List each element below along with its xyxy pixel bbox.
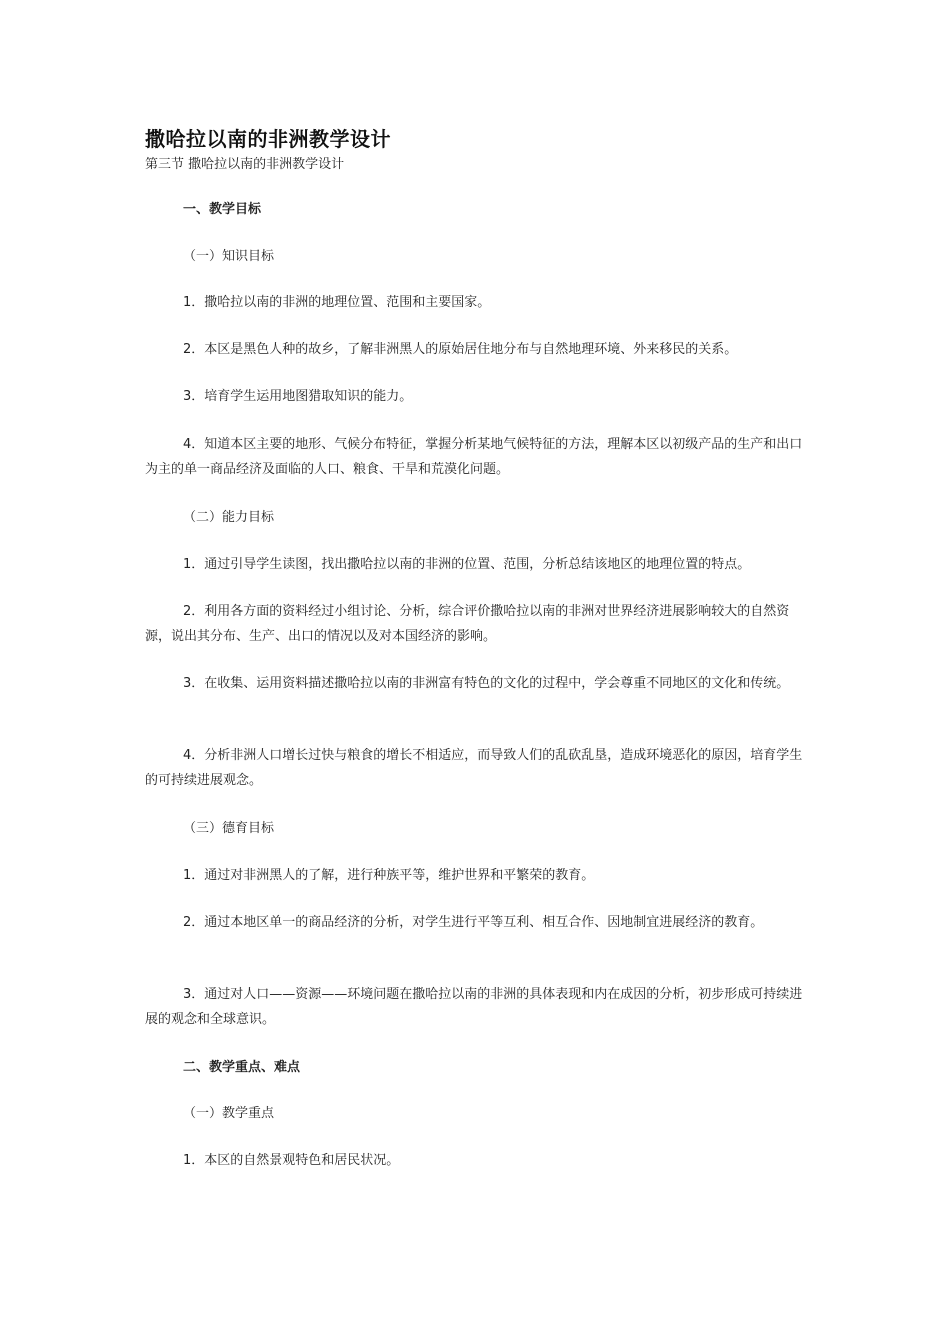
paragraph: 3．在收集、运用资料描述撒哈拉以南的非洲富有特色的文化的过程中，学会尊重不同地区的文化和传统。 bbox=[183, 676, 790, 691]
paragraph: 1．撒哈拉以南的非洲的地理位置、范围和主要国家。 bbox=[183, 295, 491, 310]
section-heading-key-points: 二、教学重点、难点 bbox=[183, 1060, 301, 1075]
paragraph: 4．分析非洲人口增长过快与粮食的增长不相适应，而导致人们的乱砍乱垦，造成环境恶化的原因，培育学生的可持续进展观念。 bbox=[145, 748, 803, 788]
subsection-heading-knowledge: （一）知识目标 bbox=[183, 249, 275, 264]
paragraph: 2．本区是黑色人种的故乡，了解非洲黑人的原始居住地分布与自然地理环境、外来移民的关系。 bbox=[183, 342, 738, 357]
paragraph: 4．知道本区主要的地形、气候分布特征，掌握分析某地气候特征的方法，理解本区以初级产品的生产和出口为主的单一商品经济及面临的人口、粮食、干旱和荒漠化问题。 bbox=[145, 437, 803, 477]
paragraph: 3．通过对人口——资源——环境问题在撒哈拉以南的非洲的具体表现和内在成因的分析，初步形成可持续进展的观念和全球意识。 bbox=[145, 987, 803, 1027]
document-title: 撒哈拉以南的非洲教学设计 bbox=[145, 127, 391, 151]
paragraph: 1．通过对非洲黑人的了解，进行种族平等，维护世界和平繁荣的教育。 bbox=[183, 868, 595, 883]
document-subtitle: 第三节 撒哈拉以南的非洲教学设计 bbox=[145, 157, 345, 172]
subsection-heading-focus: （一）教学重点 bbox=[183, 1106, 275, 1121]
paragraph: 3．培育学生运用地图猎取知识的能力。 bbox=[183, 389, 413, 404]
section-heading-objectives: 一、教学目标 bbox=[183, 202, 262, 217]
paragraph: 1．通过引导学生读图，找出撒哈拉以南的非洲的位置、范围，分析总结该地区的地理位置的特点。 bbox=[183, 557, 751, 572]
subsection-heading-moral: （三）德育目标 bbox=[183, 821, 275, 836]
subsection-heading-ability: （二）能力目标 bbox=[183, 510, 275, 525]
paragraph: 1．本区的自然景观特色和居民状况。 bbox=[183, 1153, 400, 1168]
paragraph: 2．通过本地区单一的商品经济的分析，对学生进行平等互利、相互合作、因地制宜进展经济的教育。 bbox=[183, 915, 764, 930]
paragraph: 2．利用各方面的资料经过小组讨论、分析，综合评价撒哈拉以南的非洲对世界经济进展影响较大的自然资源，说出其分布、生产、出口的情况以及对本国经济的影响。 bbox=[145, 604, 790, 644]
